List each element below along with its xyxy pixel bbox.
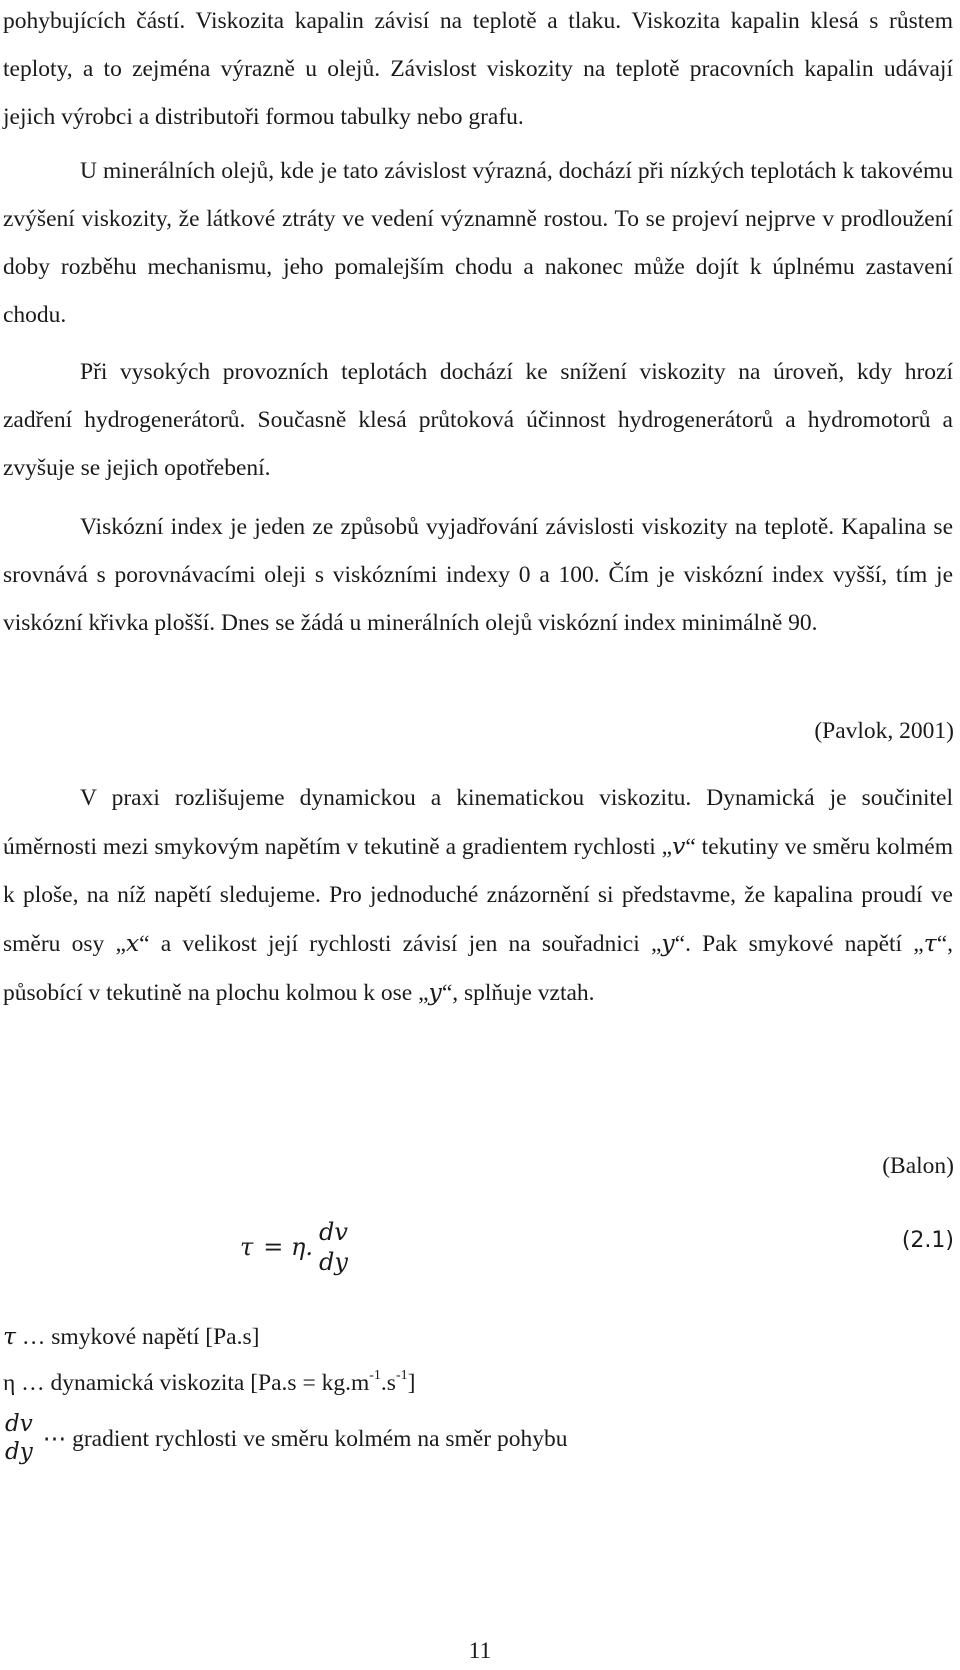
citation-balon: (Balon) <box>882 1153 954 1179</box>
fraction-numerator: dv <box>5 1411 33 1437</box>
math-symbol-v: v <box>672 832 686 860</box>
fraction-denominator: dy <box>319 1248 348 1276</box>
legend-gradient <box>3 1410 567 1466</box>
text-run: “, splňuje vztah. <box>441 980 595 1006</box>
legend-eta <box>3 1366 415 1400</box>
equation-2-1 <box>240 1212 348 1282</box>
equation-number: (2.1) <box>901 1228 954 1253</box>
math-symbol-y: y <box>428 978 442 1006</box>
text-run: “ a velikost její rychlosti závisí jen na souřadnici „ <box>139 931 662 957</box>
legend-tau <box>3 1319 259 1354</box>
paragraph-mineral-oils <box>3 147 953 339</box>
text-run: V praxi rozlišujeme dynamickou a kinematickou viskozitu. Dynamická je součinitel úměrnosti mezi smykovým napětím v tekutině a gradientem rychlosti „ <box>3 785 953 860</box>
paragraph-continuation <box>3 0 953 141</box>
text-run: “ tekutiny ve směru kolmém k ploše, na níž napětí sledujeme. Pro jednoduché znázornění si představme, že kapalina proudí ve směru osy „ <box>3 834 953 957</box>
math-symbol-x: x <box>125 929 140 957</box>
fraction-numerator: dv <box>319 1218 348 1246</box>
citation-pavlok: (Pavlok, 2001) <box>814 718 954 744</box>
legend-tau-text: … smykové napětí [Pa.s] <box>16 1324 260 1350</box>
legend-eta-text: .s <box>380 1370 396 1396</box>
equation-fraction <box>319 1217 348 1277</box>
paragraph-high-temperatures <box>3 348 953 492</box>
legend-eta-superscript: -1 <box>369 1368 381 1384</box>
fraction-denominator: dy <box>5 1439 33 1465</box>
equation-operator: = η. <box>263 1233 314 1261</box>
legend-eta-superscript: -1 <box>395 1368 408 1384</box>
paragraph-text: Viskózní index je jeden ze způsobů vyjadřování závislosti viskozity na teplotě. Kapalina se srovnává s porovnávacími oleji s viskózními indexy 0 a 100. Čím je viskózní index vyšší, tím je viskózní křivka plošší. Dnes se žádá u minerálních olejů viskózní index minimálně 90. <box>3 514 953 636</box>
paragraph-dynamic-viscosity <box>3 774 953 1017</box>
equation-lhs: τ <box>240 1233 254 1261</box>
text-run: “. Pak smykové napětí „ <box>674 931 924 957</box>
math-symbol-y: y <box>661 929 675 957</box>
paragraph-text: pohybujících částí. Viskozita kapalin závisí na teplotě a tlaku. Viskozita kapalin klesá s růstem teploty, a to zejména výrazně u olejů. Závislost viskozity na teplotě pracovních kapalin udávají jejich výrobci a distributoři formou tabulky nebo grafu. <box>3 8 953 130</box>
legend-fraction <box>5 1410 33 1466</box>
paragraph-text: U minerálních olejů, kde je tato závislost výrazná, dochází při nízkých teplotách k takovému zvýšení viskozity, že látkové ztráty ve vedení významně rostou. To se projeví nejprve v prodloužení doby rozběhu mechanismu, jeho pomalejším chodu a nakonec může dojít k úplnému zastavení chodu. <box>3 158 953 328</box>
text-run: “, působící v tekutině na plochu kolmou k ose „ <box>3 931 954 1006</box>
paragraph-viscosity-index <box>3 503 953 647</box>
legend-eta-text: ] <box>407 1370 416 1396</box>
math-symbol-tau: τ <box>923 929 937 957</box>
legend-eta-text: η … dynamická viskozita [Pa.s = kg.m <box>3 1370 370 1396</box>
legend-tau-symbol: τ <box>3 1322 17 1350</box>
page-number: 11 <box>468 1638 492 1664</box>
paragraph-text: Při vysokých provozních teplotách dochází ke snížení viskozity na úroveň, kdy hrozí zadření hydrogenerátorů. Současně klesá průtoková účinnost hydrogenerátorů a hydromotorů a zvyšuje se jejich opotřebení. <box>3 359 953 481</box>
paragraph-text <box>3 774 953 1017</box>
legend-gradient-text: ⋯ gradient rychlosti ve směru kolmém na směr pohybu <box>42 1425 568 1452</box>
